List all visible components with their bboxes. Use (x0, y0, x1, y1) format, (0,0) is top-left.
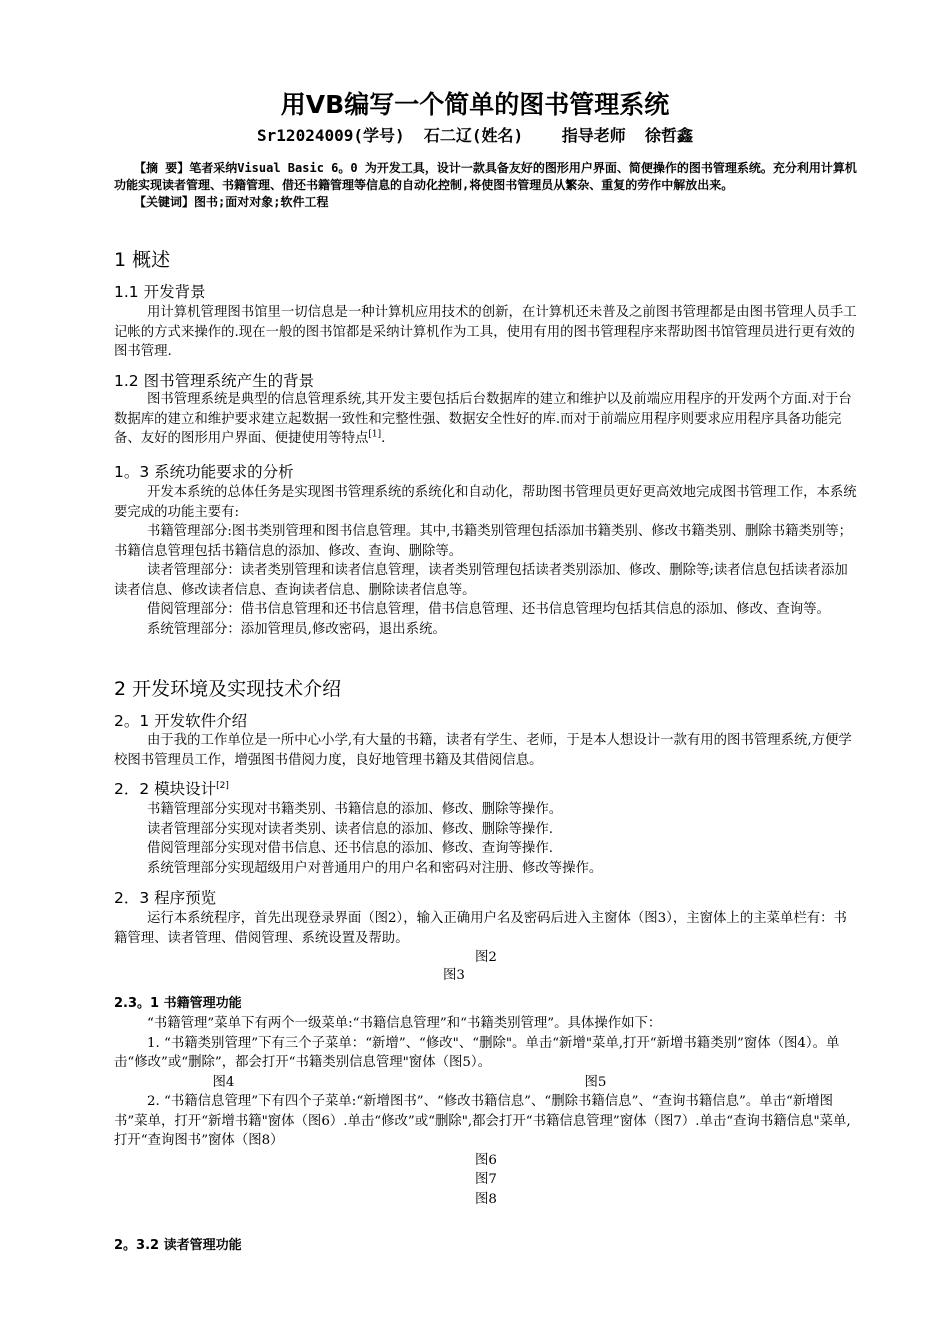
section-2-heading: 2 开发环境及实现技术介绍 (114, 678, 342, 700)
paper-title: 用VB编写一个简单的图书管理系统 (280, 90, 670, 119)
figure-caption: 图5 (584, 1074, 607, 1090)
figure-caption: 图7 (475, 1172, 497, 1187)
citation-ref: [1] (368, 429, 382, 440)
section-2-3-1-heading: 2.3。1 书籍管理功能 (114, 996, 242, 1011)
paragraph: 运行本系统程序，首先出现登录界面（图2），输入正确用户名及密码后进入主窗体（图3），主窗体上的主菜单栏有：书籍管理、读者管理、借阅管理、系统设置及帮助。 (114, 911, 847, 946)
section-1-1-heading: 1.1 开发背景 (114, 283, 206, 301)
section-2-3-heading: 2．3 程序预览 (114, 889, 217, 907)
section-1-2-heading: 1.2 图书管理系统产生的背景 (114, 372, 315, 390)
list-item: 书籍管理部分实现对书籍类别、书籍信息的添加、修改、删除等操作。 (147, 802, 563, 817)
abstract-block (114, 160, 858, 211)
keywords-line (114, 194, 858, 211)
section-2-3-body (114, 909, 858, 968)
abstract-text: 笔者采纳Visual Basic 6。0 为开发工具，设计一款具备友好的图形用户界面、简便操作的图书管理系统。充分利用计算机功能实现读者管理、书籍管理、借还书籍管理等信息的自动化控制,将使图书管理员从繁杂、重复的劳作中解放出来。 (114, 161, 857, 192)
section-2-2-body (114, 800, 858, 878)
section-2-3-1-body (114, 1014, 858, 1209)
paragraph: “书籍管理”菜单下有两个一级菜单:“书籍信息管理”和“书籍类别管理”。具体操作如下： (147, 1016, 662, 1031)
author-byline: Sr12024009(学号) 石二辽(姓名) 指导老师 徐哲鑫 (257, 126, 693, 145)
section-1-2-body (114, 390, 858, 449)
figure-caption: 图6 (475, 1152, 497, 1168)
paragraph: 2. “书籍信息管理”下有四个子菜单:“新增图书”、“修改书籍信息”、“删除书籍信息”、“查询书籍信息”。单击“新增图书”菜单，打开“新增书籍"窗体（图6）.单击“修改”或“删除",都会打开“书籍信息管理”窗体（图7）.单击“查询书籍信息"菜单,打开“查询图书”窗体（图8） (114, 1094, 851, 1148)
list-item: 借阅管理部分实现对借书信息、还书信息的添加、修改、查询等操作. (147, 841, 553, 856)
figure-caption: 图4 (212, 1074, 235, 1090)
paragraph-text: 图书管理系统是典型的信息管理系统,其开发主要包括后台数据库的建立和维护以及前端应用程序的开发两个方面.对于台数据库的建立和维护要求建立起数据一致性和完整性强、数据安全性好的库.而对于前端应用程序则要求应用程序具备功能完备、友好的图形用户界面、便捷使用等特点 (114, 392, 852, 446)
abstract-paragraph (114, 160, 858, 194)
section-2-1-body (114, 731, 858, 770)
figure-caption: 图2 (475, 950, 497, 965)
paragraph (114, 390, 858, 449)
keywords-text: 图书;面对对象;软件工程 (194, 195, 329, 209)
paragraph: 用计算机管理图书馆里一切信息是一种计算机应用技术的创新，在计算机还未普及之前图书管理都是由图书管理人员手工记帐的方式来操作的.现在一般的图书馆都是采纳计算机作为工具，使用有用的图书管理程序来帮助图书馆管理员进行更有效的图书管理. (114, 305, 857, 359)
paragraph: 读者管理部分：读者类别管理和读者信息管理，读者类别管理包括读者类别添加、修改、删除等;读者信息包括读者添加读者信息、修改读者信息、查询读者信息、删除读者信息等。 (114, 563, 848, 598)
list-item: 读者管理部分实现对读者类别、读者信息的添加、修改、删除等操作. (147, 821, 553, 837)
section-2-3-2-heading: 2。3.2 读者管理功能 (114, 1238, 242, 1253)
paragraph: 1. “书籍类别管理”下有三个子菜单：“新增”、“修改"、“删除"。单击“新增"菜单,打开“新增书籍类别”窗体（图4）。单击“修改”或“删除”，都会打开“书籍类别信息管理"窗体（图5）。 (114, 1035, 840, 1070)
paragraph: 书籍管理部分:图书类别管理和图书信息管理。其中,书籍类别管理包括添加书籍类别、修改书籍类别、删除书籍类别等；书籍信息管理包括书籍信息的添加、修改、查询、删除等。 (114, 524, 853, 559)
paragraph: 开发本系统的总体任务是实现图书管理系统的系统化和自动化，帮助图书管理员更好更高效地完成图书管理工作，本系统要完成的功能主要有: (114, 485, 857, 520)
section-1-1-body (114, 303, 858, 362)
section-2-2-heading (114, 778, 229, 800)
heading-text: 2．2 模块设计 (114, 780, 217, 798)
citation-ref: [2] (216, 780, 229, 791)
figure-caption: 图3 (443, 968, 465, 983)
paragraph: 系统管理部分：添加管理员,修改密码，退出系统。 (147, 621, 446, 637)
section-1-heading: 1 概述 (114, 249, 171, 271)
figure-row (114, 1073, 858, 1093)
section-2-1-heading: 2。1 开发软件介绍 (114, 712, 248, 730)
section-1-3-body (114, 483, 858, 639)
figure-caption: 图8 (475, 1191, 497, 1207)
paragraph: 借阅管理部分：借书信息管理和还书信息管理，借书信息管理、还书信息管理均包括其信息的添加、修改、查询等。 (147, 602, 830, 617)
list-item: 系统管理部分实现超级用户对普通用户的用户名和密码对注册、修改等操作。 (147, 860, 603, 876)
keywords-label: 【关键词】 (134, 195, 195, 209)
paragraph: 由于我的工作单位是一所中心小学,有大量的书籍，读者有学生、老师，于是本人想设计一款有用的图书管理系统,方便学校图书管理员工作，增强图书借阅力度，良好地管理书籍及其借阅信息。 (114, 733, 852, 768)
abstract-label: 【摘 要】 (134, 161, 190, 175)
figure-3-block (114, 966, 794, 986)
paragraph-end: . (381, 431, 386, 446)
section-1-3-heading: 1。3 系统功能要求的分析 (114, 463, 294, 481)
